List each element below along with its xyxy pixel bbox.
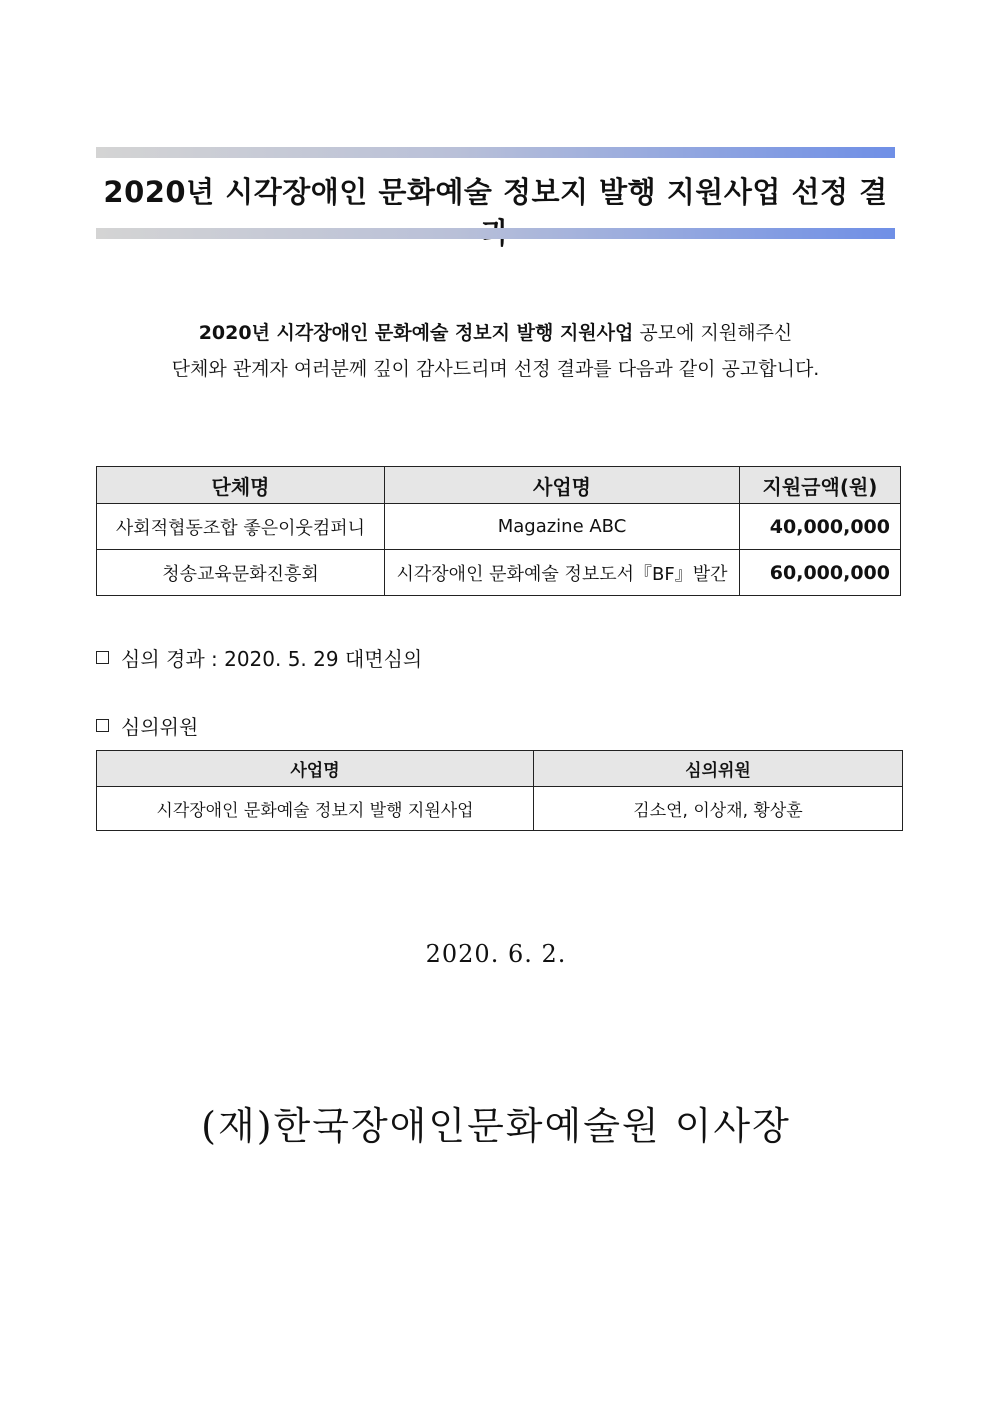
checkbox-square-icon — [96, 719, 109, 732]
intro-line-1 — [96, 315, 895, 351]
table-row — [97, 550, 901, 596]
results-table — [96, 466, 901, 596]
intro-line-2: 단체와 관계자 여러분께 깊이 감사드리며 선정 결과를 다음과 같이 공고합니다. — [171, 358, 820, 380]
organization-cell: 사회적협동조합 좋은이웃컴퍼니 — [97, 504, 385, 550]
header-committee: 심의위원 — [534, 751, 903, 787]
checkbox-square-icon — [96, 651, 109, 664]
committee-header-row — [97, 751, 903, 787]
organization-cell: 청송교육문화진흥회 — [97, 550, 385, 596]
table-row — [97, 504, 901, 550]
title-top-bar — [96, 147, 895, 158]
project-cell: 시각장애인 문화예술 정보도서『BF』발간 — [385, 550, 740, 596]
header-organization: 단체명 — [97, 467, 385, 504]
committee-heading-text: 심의위원 — [121, 715, 199, 739]
intro-paragraph — [96, 315, 895, 387]
document-title: 2020년 시각장애인 문화예술 정보지 발행 지원사업 선정 결 — [103, 175, 888, 209]
header-project: 사업명 — [385, 467, 740, 504]
title-bottom-bar — [96, 228, 895, 239]
review-result-line — [96, 643, 422, 672]
intro-program-name: 2020년 시각장애인 문화예술 정보지 발행 지원사업 — [198, 322, 634, 344]
results-header-row — [97, 467, 901, 504]
review-result-text: 심의 경과 : 2020. 5. 29 대면심의 — [121, 647, 423, 671]
project-cell: 시각장애인 문화예술 정보지 발행 지원사업 — [97, 787, 534, 831]
committee-members-cell: 김소연, 이상재, 황상훈 — [534, 787, 903, 831]
amount-cell: 60,000,000 — [740, 550, 901, 596]
header-amount: 지원금액(원) — [740, 467, 901, 504]
header-project: 사업명 — [97, 751, 534, 787]
signature: (재)한국장애인문화예술원 이사장 — [201, 1104, 791, 1148]
intro-line-1-rest: 공모에 지원해주신 — [633, 322, 793, 344]
announcement-date: 2020. 6. 2. — [425, 940, 567, 968]
table-row — [97, 787, 903, 831]
committee-table — [96, 750, 903, 831]
committee-heading — [96, 711, 198, 740]
amount-cell: 40,000,000 — [740, 504, 901, 550]
project-cell: Magazine ABC — [385, 504, 740, 550]
